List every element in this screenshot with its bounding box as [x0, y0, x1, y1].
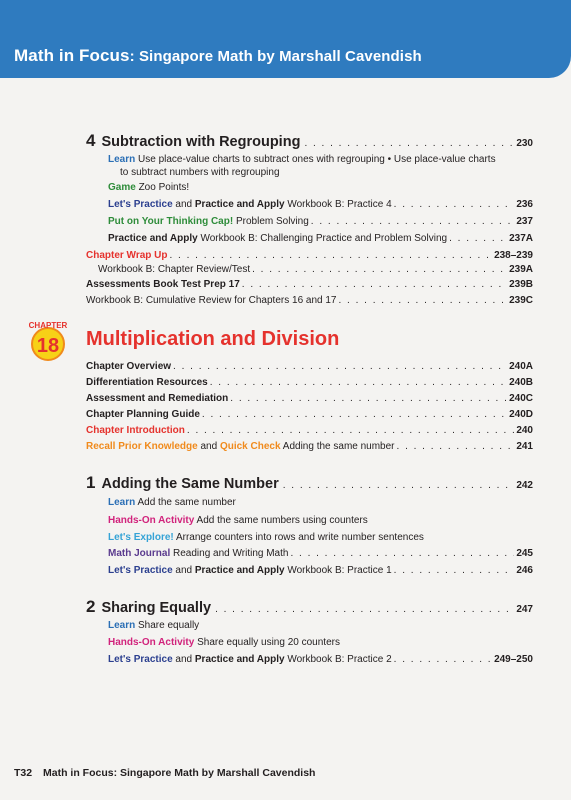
- challenge-label: Practice and Apply: [108, 233, 198, 244]
- page-ref: 240A: [509, 361, 533, 372]
- page-ref: 240C: [509, 393, 533, 404]
- page-ref: 237: [516, 216, 533, 227]
- chapter-wrap-up-entry: [86, 250, 533, 262]
- challenge-entry: [108, 233, 533, 245]
- cumulative-text: Workbook B: Cumulative Review for Chapters 16 and 17: [86, 295, 337, 306]
- practice-text: Workbook B: Practice 4: [287, 199, 392, 210]
- lesson-2-heading: [86, 597, 533, 617]
- learn-label: Learn: [108, 620, 136, 631]
- lesson-number: 4: [86, 131, 96, 150]
- dot-leader: [339, 295, 508, 307]
- game-label: Game: [108, 182, 136, 193]
- quick-check-label: Quick Check: [219, 441, 281, 452]
- game-entry: [108, 182, 189, 194]
- differentiation-label: Differentiation Resources: [86, 377, 208, 388]
- planning-label: Chapter Planning Guide: [86, 409, 200, 420]
- learn-text: Use place-value charts to subtract ones with regrouping • Use place-value charts: [138, 154, 496, 165]
- dot-leader: [252, 264, 507, 276]
- dot-leader: [394, 199, 515, 211]
- page-ref: 247: [516, 604, 533, 615]
- recall-label: Recall Prior Knowledge: [86, 441, 198, 452]
- dot-leader: [170, 250, 493, 262]
- footer-page-number: T32: [14, 767, 33, 779]
- lets-practice-label: Let's Practice: [108, 199, 173, 210]
- chapter-badge: [16, 318, 72, 362]
- header-title: [14, 46, 422, 66]
- dot-leader: [210, 377, 507, 389]
- learn-label: Learn: [108, 154, 136, 165]
- practice-text: Workbook B: Practice 2: [287, 654, 392, 665]
- journal-text: Reading and Writing Math: [173, 548, 289, 559]
- and-text: and: [175, 565, 193, 576]
- page-ref: 249–250: [494, 654, 533, 665]
- page-ref: 236: [516, 199, 533, 210]
- dot-leader: [290, 548, 514, 560]
- thinking-cap-text: Problem Solving: [235, 216, 309, 227]
- assessment-label: Assessment and Remediation: [86, 393, 229, 404]
- explore-label: Let's Explore!: [108, 532, 174, 543]
- learn-text-continued: to subtract numbers with regrouping: [120, 167, 280, 178]
- assessment-remediation-entry: [86, 393, 533, 405]
- lesson-title: Subtraction with Regrouping: [101, 134, 301, 150]
- dot-leader: [394, 565, 515, 577]
- page-ref: 246: [516, 565, 533, 576]
- math-journal-entry: [108, 548, 533, 560]
- page-ref: 239B: [509, 279, 533, 290]
- hands-on-label: Hands-On Activity: [108, 515, 195, 526]
- dot-leader: [242, 279, 507, 291]
- explore-entry: [108, 532, 424, 544]
- page-ref: 240B: [509, 377, 533, 388]
- hands-on-text: Share equally using 20 counters: [197, 637, 340, 648]
- lesson-title: Sharing Equally: [101, 600, 212, 616]
- and-text: and: [175, 654, 193, 665]
- cumulative-review-entry: [86, 295, 533, 307]
- practice-entry: [108, 565, 533, 577]
- chapter-title: Multiplication and Division: [86, 328, 340, 350]
- page-ref: 239A: [509, 264, 533, 275]
- learn-entry: [108, 620, 199, 632]
- intro-label: Chapter Introduction: [86, 425, 185, 436]
- lesson-title: Adding the Same Number: [101, 476, 279, 492]
- learn-label: Learn: [108, 497, 136, 508]
- page-ref: 238–239: [494, 250, 533, 261]
- explore-text: Arrange counters into rows and write number sentences: [175, 532, 424, 543]
- recall-text: Adding the same number: [282, 441, 395, 452]
- practice-apply-label: Practice and Apply: [194, 199, 285, 210]
- practice-apply-label: Practice and Apply: [194, 565, 285, 576]
- chapter-introduction-entry: [86, 425, 533, 437]
- page-ref: 242: [516, 480, 533, 491]
- planning-guide-entry: [86, 409, 533, 421]
- hands-on-label: Hands-On Activity: [108, 637, 195, 648]
- practice-apply-label: Practice and Apply: [194, 654, 285, 665]
- header-brand: Math in Focus: [14, 46, 130, 65]
- thinking-cap-entry: [108, 216, 533, 228]
- page-ref: 230: [516, 138, 533, 149]
- and-text: and: [200, 441, 218, 452]
- lets-practice-label: Let's Practice: [108, 565, 173, 576]
- learn-entry: [108, 497, 236, 509]
- dot-leader: [311, 216, 515, 228]
- practice-entry: [108, 199, 533, 211]
- dot-leader: [202, 409, 507, 421]
- practice-entry: [108, 654, 533, 666]
- learn-text: Share equally: [138, 620, 200, 631]
- learn-entry-continued: [120, 167, 280, 179]
- lesson-number: 1: [86, 473, 96, 492]
- chapter-overview-entry: [86, 361, 533, 373]
- hands-on-text: Add the same numbers using counters: [196, 515, 368, 526]
- wrap-up-label: Chapter Wrap Up: [86, 250, 168, 261]
- dot-leader: [283, 480, 513, 491]
- page-ref: 240D: [509, 409, 533, 420]
- review-text: Workbook B: Chapter Review/Test: [98, 264, 251, 275]
- journal-label: Math Journal: [108, 548, 171, 559]
- header-banner: [0, 0, 571, 78]
- challenge-text: Workbook B: Challenging Practice and Problem Solving: [200, 233, 448, 244]
- assessment-test-prep-entry: [86, 279, 533, 291]
- footer: [14, 767, 315, 779]
- thinking-cap-label: Put on Your Thinking Cap!: [108, 216, 234, 227]
- dot-leader: [215, 604, 512, 615]
- header-subtitle: : Singapore Math by Marshall Cavendish: [129, 48, 422, 65]
- lesson-1-heading: [86, 473, 533, 493]
- lets-practice-label: Let's Practice: [108, 654, 173, 665]
- game-text: Zoo Points!: [138, 182, 190, 193]
- learn-entry: [108, 154, 496, 166]
- lesson-4-heading: [86, 131, 533, 151]
- dot-leader: [397, 441, 515, 453]
- page-ref: 240: [516, 425, 533, 436]
- recall-entry: [86, 441, 533, 453]
- page-ref: 239C: [509, 295, 533, 306]
- dot-leader: [394, 654, 492, 666]
- page-ref: 237A: [509, 233, 533, 244]
- badge-label: CHAPTER: [28, 321, 68, 330]
- dot-leader: [449, 233, 507, 245]
- dot-leader: [187, 425, 514, 437]
- dot-leader: [173, 361, 507, 373]
- page-ref: 241: [516, 441, 533, 452]
- chapter-review-entry: [98, 264, 533, 276]
- hands-on-entry: [108, 515, 368, 527]
- badge-number: 18: [36, 335, 60, 357]
- footer-tagline: Math in Focus: Singapore Math by Marshall Cavendish: [43, 767, 316, 779]
- overview-label: Chapter Overview: [86, 361, 172, 372]
- and-text: and: [175, 199, 193, 210]
- dot-leader: [304, 138, 512, 149]
- hands-on-entry: [108, 637, 340, 649]
- learn-text: Add the same number: [137, 497, 236, 508]
- dot-leader: [230, 393, 507, 405]
- lesson-number: 2: [86, 597, 96, 616]
- page-ref: 245: [516, 548, 533, 559]
- practice-text: Workbook B: Practice 1: [287, 565, 392, 576]
- differentiation-entry: [86, 377, 533, 389]
- assessment-text: Assessments Book Test Prep 17: [86, 279, 240, 290]
